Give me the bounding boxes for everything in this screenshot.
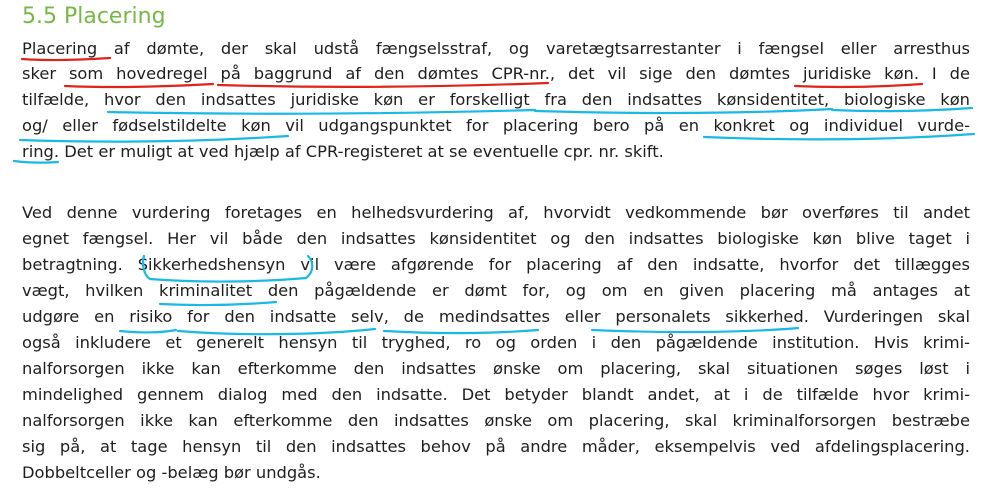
paragraph-2-line-10: sig på, at tage hensyn til den indsattes behov på andre måder, eksempelvis ved afdelingsplacering. xyxy=(22,437,970,456)
paragraph-1-line-2: sker som hovedregel på baggrund af den dømtes CPR-nr., det vil sige den dømtes juridiske køn. I de xyxy=(22,64,970,83)
paragraph-2-line-8: mindelighed gennem dialog med den indsatte. Det betyder blandt andet, at i de tilfælde hvor krimi- xyxy=(22,385,970,404)
paragraph-1-line-4: og/ eller fødselstildelte køn vil udgangspunktet for placering bero på en konkret og individuel vurde- xyxy=(22,116,970,135)
paragraph-2-line-1: Ved denne vurdering foretages en helhedsvurdering af, hvorvidt vedkommende bør overføres til andet xyxy=(22,203,970,222)
paragraph-2-line-2: egnet fængsel. Her vil både den indsattes kønsidentitet og den indsattes biologiske køn blive taget i xyxy=(22,229,970,248)
paragraph-1-line-3: tilfælde, hvor den indsattes juridiske køn er forskelligt fra den indsattes kønsidentitet, biologiske køn xyxy=(22,90,970,109)
paragraph-1-line-5: ring. Det er muligt at ved hjælp af CPR-registeret at se eventuelle cpr. nr. skift. xyxy=(22,142,664,161)
paragraph-2-line-7: nalforsorgen ikke kan efterkomme den indsattes ønske om placering, skal situationen søges løst i xyxy=(22,359,970,378)
paragraph-2-line-3: betragtning. Sikkerhedshensyn vil være afgørende for placering af den indsatte, hvorfor det tillægges xyxy=(22,255,970,274)
section-heading: 5.5 Placering xyxy=(22,4,166,29)
paragraph-1-line-1: Placering af dømte, der skal udstå fængselsstraf, og varetægtsarrestanter i fængsel eller arresthus xyxy=(22,39,970,58)
paragraph-2-line-6: også inkludere et generelt hensyn til tryghed, ro og orden i den pågældende institution. Hvis krimi- xyxy=(22,333,970,352)
paragraph-2-line-5: udgøre en risiko for den indsatte selv, de medindsattes eller personalets sikkerhed. Vurderingen skal xyxy=(22,307,970,326)
paragraph-2-line-11: Dobbeltceller og -belæg bør undgås. xyxy=(22,463,321,482)
paragraph-2-line-4: vægt, hvilken kriminalitet den pågældende er dømt for, og om en given placering må antages at xyxy=(22,281,970,300)
paragraph-2-line-9: nalforsorgen ikke kan efterkomme den indsattes ønske om placering, skal kriminalforsorgen bestræbe xyxy=(22,411,970,430)
